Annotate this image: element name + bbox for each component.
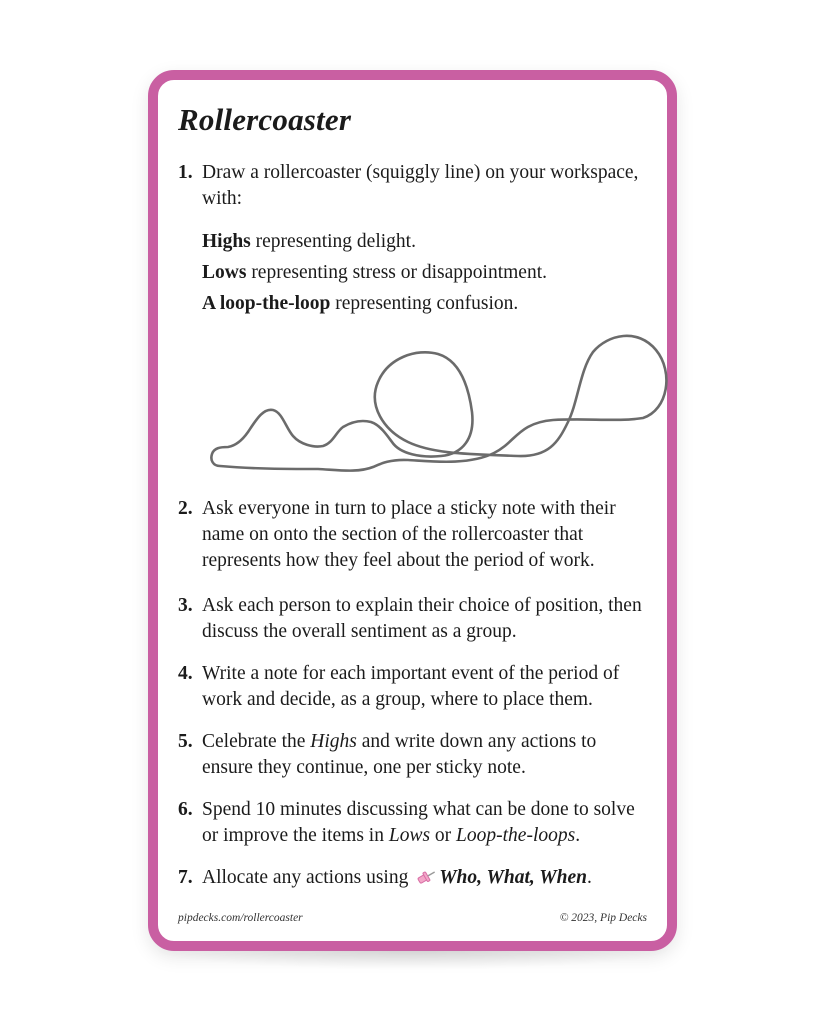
definition-loop <box>202 291 518 317</box>
step-text <box>202 865 648 894</box>
pushpin-icon <box>415 868 437 894</box>
step-number: 6. <box>178 799 193 820</box>
definition-desc: representing stress or disappointment. <box>246 262 548 283</box>
definition-desc: representing confusion. <box>330 293 519 314</box>
definition-desc: representing delight. <box>250 231 416 252</box>
step-3 <box>178 593 648 645</box>
step-text: Draw a rollercoaster (squiggly line) on your workspace, with: <box>202 162 639 209</box>
emphasis-loops: Loop-the-loops <box>456 825 576 846</box>
rollercoaster-line <box>211 336 666 471</box>
step-text: Ask everyone in turn to place a sticky note with their name on onto the section of the rollercoaster that represents how they feel about the period of work. <box>202 498 616 571</box>
step-text-part: . <box>586 867 592 888</box>
step-2 <box>178 496 648 574</box>
step-7 <box>178 865 648 894</box>
definition-term: A loop-the-loop <box>202 293 331 314</box>
step-5 <box>178 729 648 781</box>
rollercoaster-doodle <box>198 330 668 490</box>
step-number: 1. <box>178 162 193 183</box>
definition-lows <box>202 260 547 286</box>
who-what-when-link[interactable]: Who, What, When <box>439 867 587 888</box>
step-text-part: or <box>430 825 457 846</box>
emphasis-highs: Highs <box>310 731 357 752</box>
step-text-part: . <box>575 825 581 846</box>
step-text: Write a note for each important event of the period of work and decide, as a group, where to place them. <box>202 663 620 710</box>
footer-url[interactable]: pipdecks.com/rollercoaster <box>178 912 303 924</box>
step-4 <box>178 661 648 713</box>
step-text-part: Spend 10 minutes discussing what can be done to solve or improve the items in <box>202 799 635 846</box>
definition-term: Lows <box>202 262 247 283</box>
step-text-part: Allocate any actions using <box>202 867 414 888</box>
definition-term: Highs <box>202 231 251 252</box>
step-text-part: Celebrate the <box>202 731 311 752</box>
emphasis-lows: Lows <box>388 825 431 846</box>
step-text: Ask each person to explain their choice of position, then discuss the overall sentiment as a group. <box>202 595 642 642</box>
step-1 <box>178 160 648 212</box>
step-text-part: and write down any actions to ensure they continue, one per sticky note. <box>202 731 597 778</box>
step-6 <box>178 797 648 849</box>
step-text <box>202 729 648 781</box>
footer-copyright: © 2023, Pip Decks <box>559 912 647 924</box>
step-number: 5. <box>178 731 193 752</box>
playing-card <box>148 70 677 951</box>
card-title: Rollercoaster <box>178 102 352 137</box>
step-number: 7. <box>178 867 193 888</box>
step-number: 2. <box>178 498 193 519</box>
step-number: 3. <box>178 595 193 616</box>
definition-highs <box>202 229 416 255</box>
step-text <box>202 797 648 849</box>
step-number: 4. <box>178 663 193 684</box>
